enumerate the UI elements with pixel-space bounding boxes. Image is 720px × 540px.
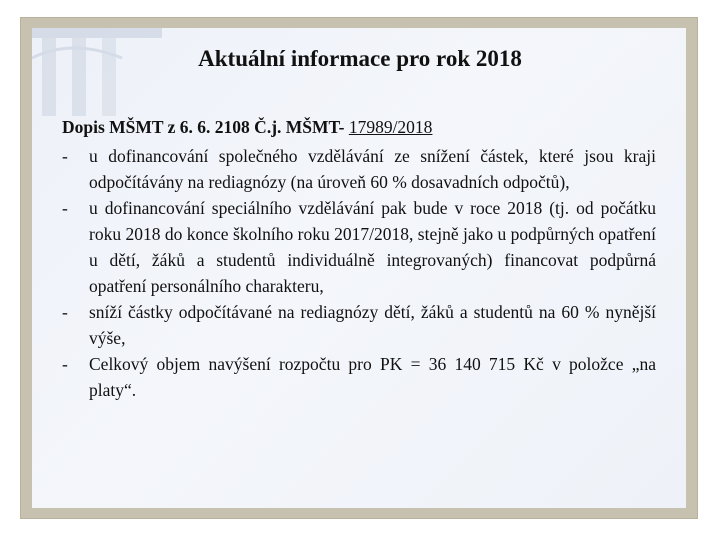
bullet-dash: - xyxy=(62,302,68,322)
letter-reference-number: 17989/2018 xyxy=(348,117,433,137)
bullet-dash: - xyxy=(62,354,68,374)
bullet-text: sníží částky odpočítávané na rediagnózy dětí, žáků a studentů na 60 % nynější výše, xyxy=(89,302,656,348)
bullet-dash: - xyxy=(62,198,68,218)
bullet-text: u dofinancování speciálního vzdělávání pak bude v roce 2018 (tj. od počátku roku 2018 do konce školního roku 2017/2018, stejně jako u podpůrných opatření u dětí, žáků a studentů individuálně integrovaných) financovat podpůrná opatření personálního charakteru, xyxy=(89,198,656,296)
bullet-text: u dofinancování společného vzdělávání ze snížení částek, které jsou kraji odpočítávány na rediagnózy (na úroveň 60 % dosavadních odpočtů), xyxy=(89,146,656,192)
list-item xyxy=(62,351,656,403)
slide-content xyxy=(62,114,656,403)
bullet-text: Celkový objem navýšení rozpočtu pro PK = 36 140 715 Kč v položce „na platy“. xyxy=(89,354,656,400)
architecture-decoration-icon xyxy=(32,28,212,118)
letter-reference-text: Dopis MŠMT z 6. 6. 2108 Č.j. MŠMT- xyxy=(62,117,349,137)
letter-reference-heading xyxy=(62,114,656,140)
list-item xyxy=(62,195,656,299)
bullet-dash: - xyxy=(62,146,68,166)
slide-title: Aktuální informace pro rok 2018 xyxy=(198,46,522,71)
list-item xyxy=(62,143,656,195)
bullet-list xyxy=(62,143,656,403)
list-item xyxy=(62,299,656,351)
